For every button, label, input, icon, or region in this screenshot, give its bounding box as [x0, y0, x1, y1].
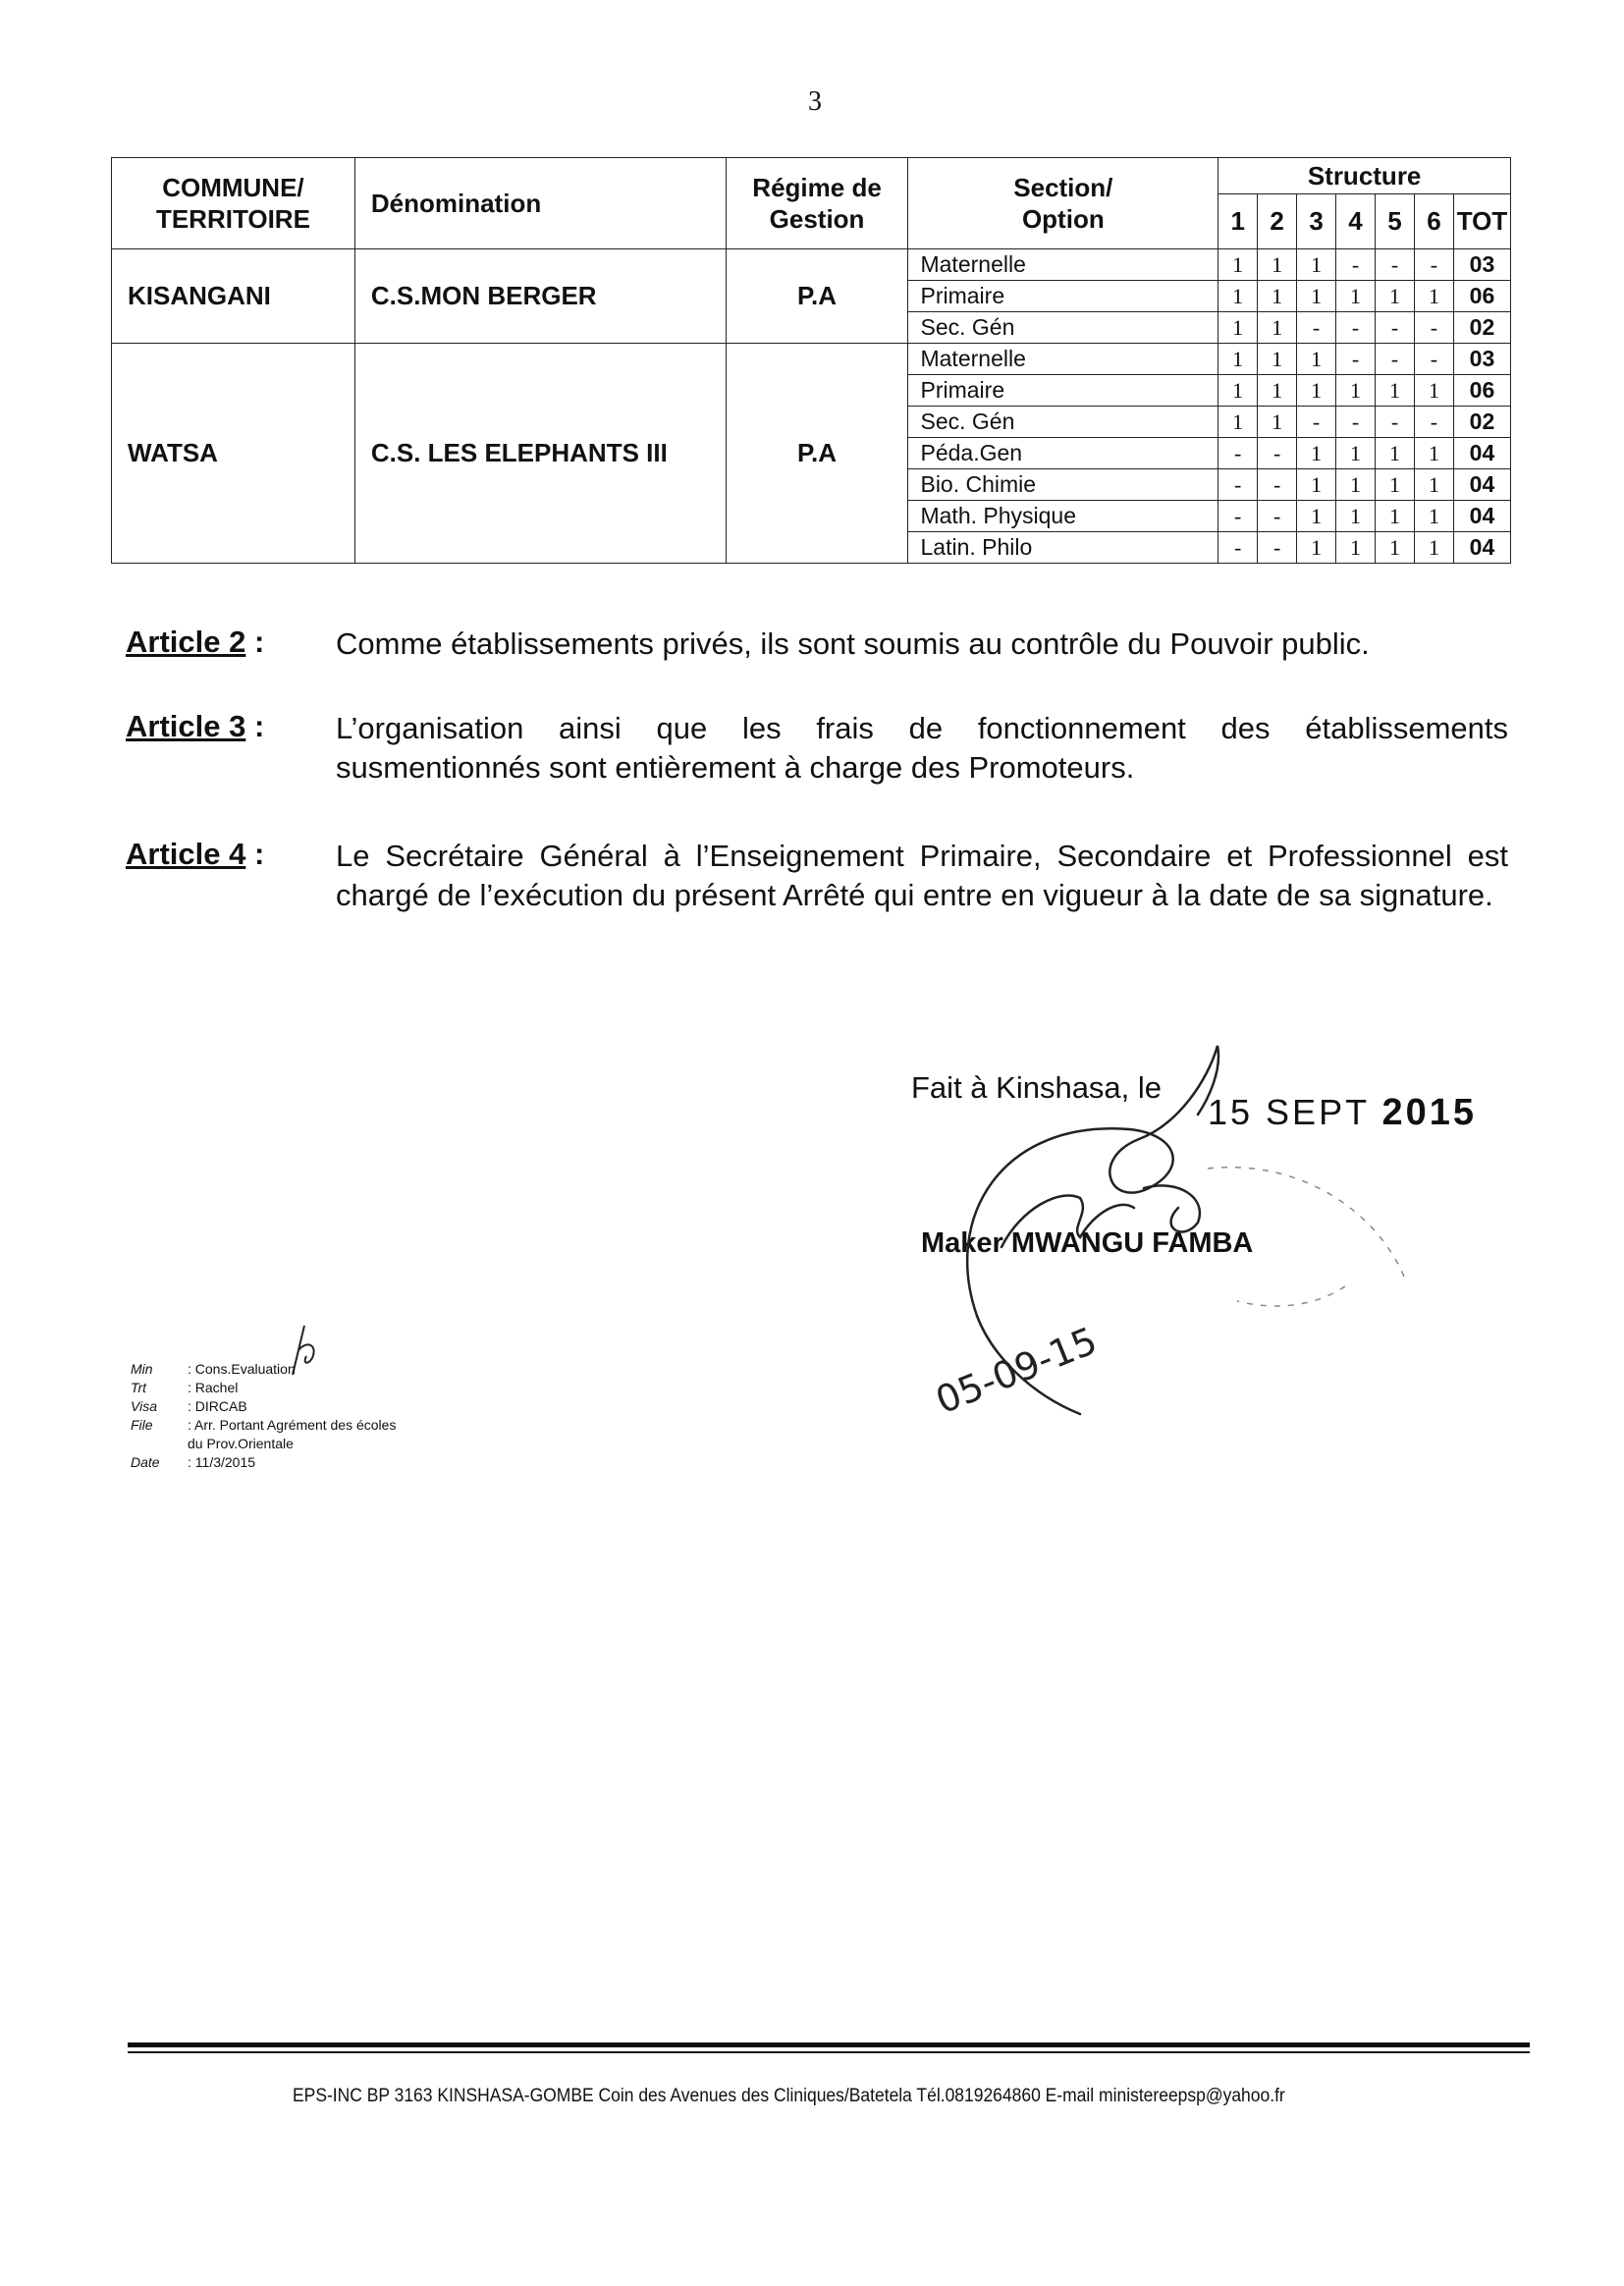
- structure-cell-5: -: [1376, 344, 1415, 375]
- commune-cell: KISANGANI: [112, 249, 355, 344]
- structure-cell-2: 1: [1258, 312, 1297, 344]
- total-cell: 04: [1453, 469, 1510, 501]
- article-3-text: L’organisation ainsi que les frais de fonctionnement des établissements susmentionnés sont entièrement à charge des Promoteurs.: [336, 711, 1508, 785]
- structure-cell-2: 1: [1258, 249, 1297, 281]
- table-row: [112, 344, 1511, 375]
- footnote-key: Date: [131, 1454, 160, 1470]
- footnote-value: : 11/3/2015: [188, 1454, 256, 1470]
- table-header-row-1: [112, 158, 1511, 194]
- footer-rule-thin: [128, 2051, 1530, 2053]
- schools-table: [111, 157, 1511, 564]
- footnote-value: : Rachel: [188, 1380, 239, 1395]
- structure-cell-4: 1: [1336, 469, 1376, 501]
- option-cell: Primaire: [908, 375, 1218, 407]
- structure-cell-3: 1: [1297, 281, 1336, 312]
- structure-cell-1: 1: [1218, 375, 1258, 407]
- article-3-label: [126, 709, 264, 744]
- header-regime-line-1: Régime de: [752, 172, 882, 202]
- structure-cell-6: 1: [1414, 532, 1453, 564]
- structure-cell-1: -: [1218, 501, 1258, 532]
- structure-cell-6: 1: [1414, 281, 1453, 312]
- header-structure: Structure: [1218, 158, 1511, 194]
- structure-cell-4: 1: [1336, 281, 1376, 312]
- structure-cell-5: 1: [1376, 532, 1415, 564]
- option-cell: Primaire: [908, 281, 1218, 312]
- header-regime-line-2: Gestion: [769, 204, 865, 234]
- structure-col-5: 5: [1376, 194, 1415, 249]
- denomination-cell: C.S.MON BERGER: [354, 249, 726, 344]
- structure-cell-2: 1: [1258, 344, 1297, 375]
- footnote-key: [131, 1435, 188, 1453]
- option-cell: Maternelle: [908, 249, 1218, 281]
- option-cell: Bio. Chimie: [908, 469, 1218, 501]
- article-2-title: Article 2: [126, 625, 246, 659]
- structure-cell-1: 1: [1218, 312, 1258, 344]
- structure-cell-1: -: [1218, 532, 1258, 564]
- article-3-colon: :: [245, 709, 265, 743]
- structure-cell-3: 1: [1297, 249, 1336, 281]
- structure-cell-5: -: [1376, 312, 1415, 344]
- total-cell: 04: [1453, 438, 1510, 469]
- structure-cell-2: 1: [1258, 407, 1297, 438]
- option-cell: Péda.Gen: [908, 438, 1218, 469]
- footnote-row: [131, 1435, 396, 1453]
- structure-col-6: 6: [1414, 194, 1453, 249]
- structure-cell-4: 1: [1336, 438, 1376, 469]
- option-cell: Sec. Gén: [908, 312, 1218, 344]
- header-section-line-2: Option: [1021, 204, 1105, 234]
- footnote-row: [131, 1416, 396, 1435]
- signer-name: Maker MWANGU FAMBA: [921, 1227, 1254, 1259]
- option-cell: Latin. Philo: [908, 532, 1218, 564]
- structure-cell-5: 1: [1376, 281, 1415, 312]
- footnote-key: Trt: [131, 1380, 147, 1395]
- total-cell: 06: [1453, 375, 1510, 407]
- total-cell: 03: [1453, 344, 1510, 375]
- article-3-title: Article 3: [126, 709, 246, 743]
- footnote-value: : Cons.Evaluation: [188, 1361, 296, 1377]
- structure-cell-4: 1: [1336, 532, 1376, 564]
- structure-cell-4: -: [1336, 344, 1376, 375]
- total-cell: 03: [1453, 249, 1510, 281]
- footnote-key: Min: [131, 1361, 153, 1377]
- date-stamp-year: 2015: [1381, 1092, 1477, 1133]
- option-cell: Math. Physique: [908, 501, 1218, 532]
- structure-cell-2: -: [1258, 469, 1297, 501]
- option-cell: Sec. Gén: [908, 407, 1218, 438]
- footnote-key: Visa: [131, 1398, 157, 1414]
- header-section-line-1: Section/: [1013, 172, 1113, 202]
- structure-cell-6: 1: [1414, 375, 1453, 407]
- footer-rule-thick: [128, 2042, 1530, 2047]
- structure-cell-4: 1: [1336, 501, 1376, 532]
- structure-cell-5: -: [1376, 407, 1415, 438]
- table-row: [112, 249, 1511, 281]
- article-4-title: Article 4: [126, 837, 246, 871]
- structure-cell-5: 1: [1376, 469, 1415, 501]
- structure-cell-1: -: [1218, 438, 1258, 469]
- structure-cell-3: -: [1297, 312, 1336, 344]
- denomination-cell: C.S. LES ELEPHANTS III: [354, 344, 726, 564]
- page-number: 3: [808, 86, 822, 117]
- structure-cell-1: 1: [1218, 407, 1258, 438]
- header-denomination: Dénomination: [354, 158, 726, 249]
- structure-cell-5: -: [1376, 249, 1415, 281]
- signature-place-date: Fait à Kinshasa, le: [911, 1070, 1163, 1105]
- header-commune-line-1: COMMUNE/: [162, 172, 304, 202]
- structure-cell-4: 1: [1336, 375, 1376, 407]
- structure-col-1: 1: [1218, 194, 1258, 249]
- commune-cell: WATSA: [112, 344, 355, 564]
- article-2-text: Comme établissements privés, ils sont soumis au contrôle du Pouvoir public.: [336, 626, 1370, 661]
- file-reference-note: [131, 1360, 396, 1472]
- structure-cell-4: -: [1336, 249, 1376, 281]
- option-cell: Maternelle: [908, 344, 1218, 375]
- structure-cell-5: 1: [1376, 501, 1415, 532]
- structure-cell-3: 1: [1297, 438, 1336, 469]
- structure-cell-1: -: [1218, 469, 1258, 501]
- structure-cell-2: 1: [1258, 375, 1297, 407]
- total-cell: 04: [1453, 501, 1510, 532]
- structure-cell-2: -: [1258, 501, 1297, 532]
- structure-cell-3: 1: [1297, 501, 1336, 532]
- article-2-colon: :: [245, 625, 265, 659]
- footnote-row: [131, 1397, 396, 1416]
- structure-cell-3: 1: [1297, 532, 1336, 564]
- handwritten-date: 05-09-15: [929, 1318, 1104, 1423]
- structure-cell-3: -: [1297, 407, 1336, 438]
- article-4-label: [126, 837, 264, 872]
- footnote-value: : DIRCAB: [188, 1398, 247, 1414]
- total-cell: 04: [1453, 532, 1510, 564]
- article-2-label: [126, 625, 264, 660]
- total-cell: 02: [1453, 407, 1510, 438]
- structure-col-tot: TOT: [1453, 194, 1510, 249]
- handwritten-signature: [884, 1041, 1434, 1453]
- footer-address: EPS-INC BP 3163 KINSHASA-GOMBE Coin des Avenues des Cliniques/Batetela Tél.0819264860 E-mail ministereepsp@yahoo.fr: [293, 2086, 1285, 2106]
- total-cell: 06: [1453, 281, 1510, 312]
- table-body: [112, 158, 1511, 564]
- date-stamp-day: 15 SEPT: [1208, 1092, 1370, 1132]
- footnote-row: [131, 1379, 396, 1397]
- article-4-text: Le Secrétaire Général à l’Enseignement Primaire, Secondaire et Professionnel est chargé de l’exécution du présent Arrêté qui entre en vigueur à la date de sa signature.: [336, 839, 1508, 912]
- structure-cell-5: 1: [1376, 438, 1415, 469]
- footnote-row: [131, 1453, 396, 1472]
- structure-cell-2: 1: [1258, 281, 1297, 312]
- structure-cell-4: -: [1336, 407, 1376, 438]
- structure-cell-6: -: [1414, 249, 1453, 281]
- structure-cell-1: 1: [1218, 249, 1258, 281]
- structure-col-4: 4: [1336, 194, 1376, 249]
- structure-cell-3: 1: [1297, 375, 1336, 407]
- structure-cell-2: -: [1258, 532, 1297, 564]
- footnote-row: [131, 1360, 396, 1379]
- structure-cell-2: -: [1258, 438, 1297, 469]
- regime-cell: P.A: [726, 344, 908, 564]
- header-section: [908, 158, 1218, 249]
- structure-cell-5: 1: [1376, 375, 1415, 407]
- header-regime: [726, 158, 908, 249]
- structure-cell-4: -: [1336, 312, 1376, 344]
- structure-cell-3: 1: [1297, 344, 1336, 375]
- total-cell: 02: [1453, 312, 1510, 344]
- structure-cell-6: -: [1414, 344, 1453, 375]
- structure-col-3: 3: [1297, 194, 1336, 249]
- structure-cell-1: 1: [1218, 281, 1258, 312]
- structure-cell-1: 1: [1218, 344, 1258, 375]
- footnote-key: File: [131, 1417, 153, 1433]
- header-commune: [112, 158, 355, 249]
- header-commune-line-2: TERRITOIRE: [155, 204, 310, 234]
- structure-cell-6: -: [1414, 407, 1453, 438]
- structure-cell-6: 1: [1414, 438, 1453, 469]
- regime-cell: P.A: [726, 249, 908, 344]
- structure-cell-3: 1: [1297, 469, 1336, 501]
- structure-cell-6: 1: [1414, 469, 1453, 501]
- structure-col-2: 2: [1258, 194, 1297, 249]
- footnote-value: du Prov.Orientale: [188, 1436, 294, 1451]
- footnote-value: : Arr. Portant Agrément des écoles: [188, 1417, 397, 1433]
- article-4-colon: :: [245, 837, 265, 871]
- structure-cell-6: 1: [1414, 501, 1453, 532]
- structure-cell-6: -: [1414, 312, 1453, 344]
